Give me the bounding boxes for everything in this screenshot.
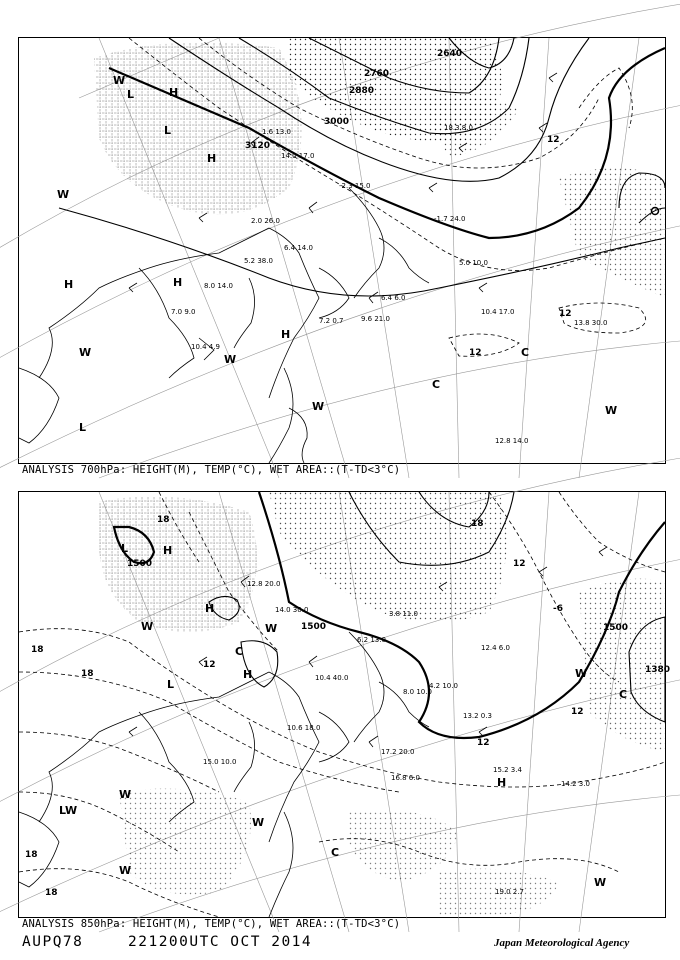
station-value: 2.0 26.0 [251,217,280,225]
station-value: 14.0 17.0 [281,152,315,160]
isotherm-label: 18 [471,519,484,529]
warm-symbol: W [605,404,618,417]
high-symbol: H [163,544,173,557]
station-value: 19.0 2.7 [495,888,524,896]
contour-label: 3120 [245,141,271,151]
high-symbol: H [207,152,217,165]
station-value: 8.0 14.0 [204,282,233,290]
isotherm-label: 18 [25,850,38,860]
agency-name: Japan Meteorological Agency [494,937,630,949]
station-value: 6.2 13.0 [357,636,386,644]
station-value: 17.2 20.0 [381,748,415,756]
station-value: 14.0 30.0 [275,606,309,614]
map-700hpa-canvas [19,38,665,463]
high-symbol: H [281,328,291,341]
contour-label: 2760 [364,69,390,79]
isotherm-label: 18 [31,645,44,655]
warm-symbol: W [575,667,588,680]
cold-symbol: C [432,378,441,391]
isotherm-label: 18 [45,888,58,898]
high-symbol: H [243,668,253,681]
contour-label: 2640 [437,49,463,59]
high-symbol: H [169,86,179,99]
warm-symbol: W [224,353,237,366]
contour-label: 1500 [127,559,153,569]
map-700hpa [18,37,666,464]
cold-symbol: C [331,846,340,859]
cold-symbol: C [619,688,628,701]
isotherm-label: 12 [469,348,482,358]
station-value: 7.2 0.7 [319,317,344,325]
warm-symbol: W [57,188,70,201]
cold-symbol: C [235,645,244,658]
warm-symbol: W [119,788,132,801]
warm-symbol: W [65,804,78,817]
warm-symbol: W [594,876,607,889]
map-700hpa-caption: ANALYSIS 700hPa: HEIGHT(M), TEMP(°C), WET AREA::(T-TD<3°C) [22,464,401,476]
station-value: 6.4 6.0 [381,294,406,302]
station-value: 6.4 14.0 [284,244,313,252]
map-850hpa [18,491,671,918]
station-value: 13.2 0.3 [463,712,492,720]
station-value: 9.6 21.0 [361,315,390,323]
station-value: 10.6 18.0 [287,724,321,732]
warm-symbol: W [119,864,132,877]
station-value: 10.4 17.0 [481,308,515,316]
low-symbol: L [167,678,175,691]
warm-symbol: W [113,74,126,87]
contour-label: 1500 [301,622,327,632]
isotherm-label: 12 [513,559,526,569]
station-value: 10.4 4.9 [191,343,220,351]
map-850hpa-caption: ANALYSIS 850hPa: HEIGHT(M), TEMP(°C), WET AREA::(T-TD<3°C) [22,918,401,930]
isotherm-label: -6 [553,604,563,614]
station-value: 15.2 3.4 [493,766,522,774]
valid-datetime: 221200UTC OCT 2014 [128,934,313,950]
station-value: 5.2 38.0 [244,257,273,265]
isotherm-label: 12 [547,135,560,145]
low-symbol: L [121,542,129,555]
chart-code: AUPQ78 [22,934,84,950]
isotherm-label: 12 [203,660,216,670]
station-value: 3.8 11.0 [389,610,418,618]
station-value: 10.4 40.0 [315,674,349,682]
contour-label: 1380 [645,665,671,675]
warm-symbol: W [141,620,154,633]
station-value: 1.6 13.0 [262,128,291,136]
high-symbol: H [173,276,183,289]
high-symbol: H [205,602,215,615]
station-value: 4.2 10.0 [429,682,458,690]
isotherm-label: 18 [81,669,94,679]
high-symbol: H [497,776,507,789]
isotherm-label: 12 [559,309,572,319]
station-value: 14.2 3.0 [561,780,590,788]
warm-symbol: W [265,622,278,635]
low-symbol: L [59,804,67,817]
contour-label: 3000 [324,117,350,127]
station-value: 5.0 10.0 [459,259,488,267]
isotherm-label: 12 [571,707,584,717]
station-value: 15.0 10.0 [203,758,237,766]
station-value: 8.0 10.0 [403,688,432,696]
station-value: -2.3 15.0 [339,182,371,190]
map-850hpa-canvas [19,492,671,917]
station-value: 13.8 30.0 [574,319,608,327]
low-symbol: L [164,124,172,137]
station-value: 12.8 20.0 [247,580,281,588]
cold-symbol: C [521,346,530,359]
station-value: 12.8 14.0 [495,437,529,445]
low-symbol: L [79,421,87,434]
warm-symbol: W [79,346,92,359]
station-value: 12.4 6.0 [481,644,510,652]
temp-labels [469,135,572,358]
low-symbol: L [127,88,135,101]
station-value: 18.3 8.0 [444,124,473,132]
high-symbol: H [64,278,74,291]
station-value: 16.8 6.0 [391,774,420,782]
isotherm-label: 12 [477,738,490,748]
isotherm-label: 18 [157,515,170,525]
station-value: -1.7 24.0 [434,215,466,223]
warm-symbol: W [312,400,325,413]
warm-symbol: W [252,816,265,829]
station-value: 7.0 9.0 [171,308,196,316]
contour-label: 2880 [349,86,375,96]
contour-label: 1500 [603,623,629,633]
